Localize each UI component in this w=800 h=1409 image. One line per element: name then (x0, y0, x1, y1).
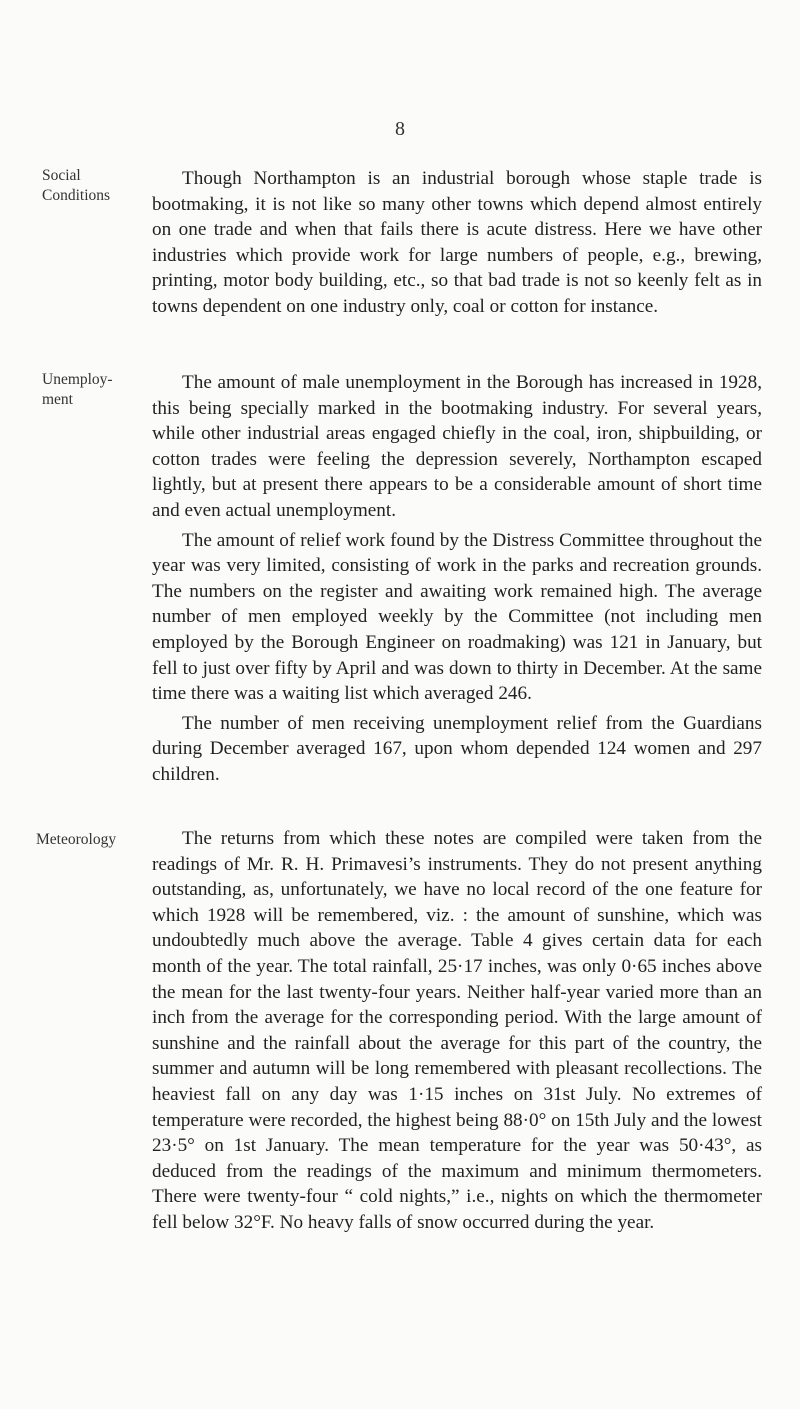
paragraph: Though Northampton is an industrial borough whose staple trade is bootmaking, it is not like so many other towns which depend almost entirely on one trade and when that fails there is acute distress. Here we have other industries which provide work for large numbers of people, e.g., brewing, printing, motor body building, etc., so that bad trade is not so keenly felt as in towns dependent on one industry only, coal or cotton for instance. (152, 168, 762, 317)
paragraph: The returns from which these notes are compiled were taken from the readings of Mr. R. H. Primavesi’s instruments. They do not present anything outstanding, as, unfortunately, we have no local record of the one feature for which 1928 will be remembered, viz. : the amount of sunshine, which was undoubtedly much above the average. Table 4 gives certain data for each month of the year. The total rainfall, 25·17 inches, was only 0·65 inches above the mean for the last twenty-four years. Neither half-year varied more than an inch from the average for the corresponding period. With the large amount of sunshine and the rainfall about the average for this part of the country, the summer and autumn will be long remembered with pleasant recollections. The heaviest fall on any day was 1·15 inches on 31st July. No extremes of temperature were recorded, the highest being 88·0° on 15th July and the lowest 23·5° on 1st January. The mean temperature for the year was 50·43°, as deduced from the readings of the maximum and minimum thermometers. There were twenty-four “ cold nights,” i.e., nights on which the thermometer fell below 32°F. No heavy falls of snow occurred during the year. (152, 828, 762, 1233)
side-heading (42, 370, 152, 410)
side-heading-line: Conditions (42, 187, 111, 204)
paragraph: The amount of relief work found by the Distress Committee throughout the year was very limited, consisting of work in the parks and recreation grounds. The numbers on the register and awaiting work remained high. The average number of men employed weekly by the Committee (not including men employed by the Borough Engineer on roadmaking) was 121 in January, but fell to just over fifty by April and was down to thirty in December. At the same time there was a waiting list which averaged 246. (152, 529, 762, 705)
side-heading (42, 166, 152, 206)
section-body (152, 166, 762, 320)
paragraph: The number of men receiving unemployment relief from the Guardians during December averaged 167, upon whom depended 124 women and 297 children. (152, 712, 762, 785)
side-heading-line: ment (42, 391, 73, 408)
side-heading (36, 830, 146, 850)
paragraph: The amount of male unemployment in the Borough has increased in 1928, this being specially marked in the bootmaking industry. For several years, while other industrial areas engaged chiefly in the coal, iron, shipbuilding, or cotton trades were feeling the depression severely, Northampton escaped lightly, but at present there appears to be a considerable amount of short time and even actual unemployment. (152, 372, 762, 521)
section-body (152, 370, 762, 788)
section-body (152, 826, 762, 1236)
page-number: 8 (395, 118, 405, 140)
side-heading-line: Meteorology (36, 831, 117, 848)
side-heading-line: Unemploy- (42, 371, 113, 388)
side-heading-line: Social (42, 167, 81, 184)
